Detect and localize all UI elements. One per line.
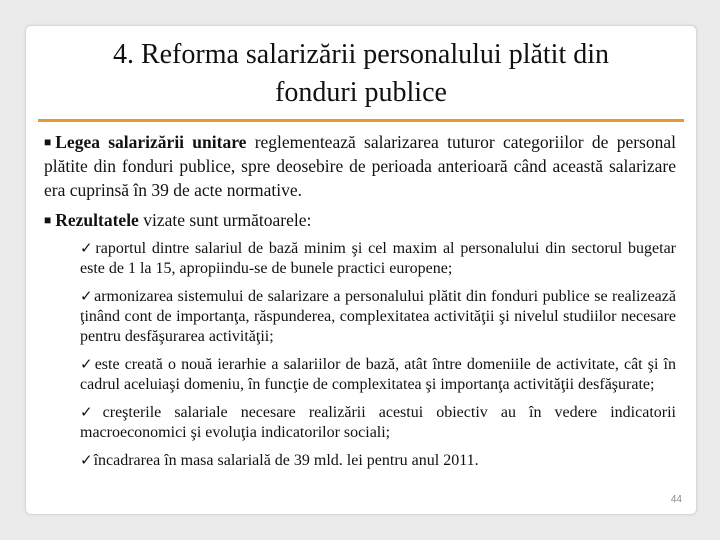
bullet-results-bold: Rezultatele [55,210,139,230]
bullet-marker: ■ [44,213,52,227]
list-item-text: creşterile salariale necesare realizării acestui obiectiv au în vedere indicatorii macroeconomici şi evoluţia indicatorilor sociali; [80,404,676,441]
check-icon: ✓ [80,239,95,257]
list-item [80,286,676,347]
slide [25,25,697,515]
page-number: 44 [670,494,682,505]
list-item-text: încadrarea în masa salarială de 39 mld. lei pentru anul 2011. [93,452,479,469]
bullet-law [44,130,676,202]
title-underline [38,119,684,122]
list-item [80,354,676,395]
bullet-results [44,208,676,232]
slide-title [26,36,696,112]
list-item [80,238,676,279]
bullet-law-text: reglementează salarizarea tuturor categoriilor de personal plătite din fonduri publice, spre deosebire de perioada anterioară când această salarizare era cuprinsă în 39 de acte normative. [44,132,676,200]
slide-body [44,130,676,478]
list-item-text: este creată o nouă ierarhie a salariilor de bază, atât între domeniile de activitate, cât şi în cadrul aceluiaşi domeniu, în funcţie de complexitatea şi importanţa activităţii desfăşurate; [80,356,676,393]
list-item [80,402,676,443]
bullet-results-text: vizate sunt următoarele: [138,210,312,230]
list-item-text: armonizarea sistemului de salarizare a personalului plătit din fonduri publice se realizează ţinând cont de importanţa, răspunderea, complexitatea activităţii şi nivelul studiilor necesare pentru desfăşurarea activităţii; [80,288,676,345]
bullet-marker: ■ [44,135,52,149]
check-icon: ✓ [80,287,94,305]
list-item-text: raportul dintre salariul de bază minim şi cel maxim al personalului din sectorul bugetar este de 1 la 15, apropiindu-se de bunele practici europene; [80,240,676,277]
title-line-1: 4. Reforma salarizării personalului plătit din [112,39,610,70]
check-icon: ✓ [80,355,94,373]
results-list [80,238,676,471]
check-icon: ✓ [80,451,93,469]
list-item [80,450,676,471]
check-icon: ✓ [80,403,102,421]
bullet-law-bold: Legea salarizării unitare [55,132,247,152]
title-line-2: fonduri publice [275,77,447,108]
